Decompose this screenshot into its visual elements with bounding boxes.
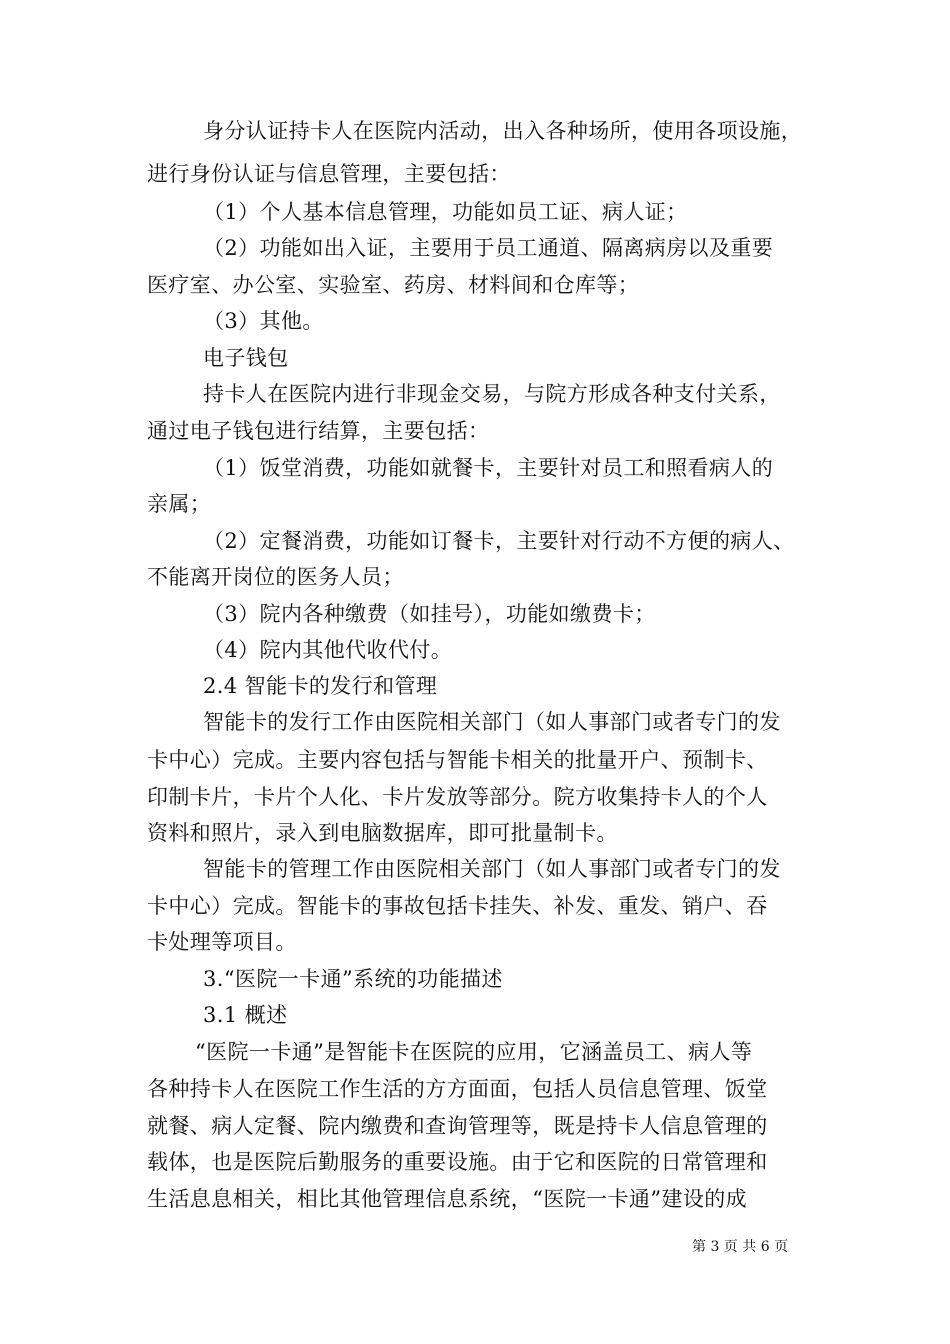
body-text-line: 卡处理等项目。 — [147, 930, 297, 954]
body-text-line: 进行身份认证与信息管理，主要包括： — [147, 162, 511, 186]
body-text-line: 印制卡片，卡片个人化、卡片发放等部分。院方收集持卡人的个人 — [147, 785, 768, 809]
page-number-footer: 第 3 页 共 6 页 — [692, 1239, 789, 1255]
list-item: （1）饭堂消费，功能如就餐卡，主要针对员工和照看病人的 — [203, 456, 774, 480]
body-text-line: 亲属； — [147, 492, 212, 516]
list-item: （2）功能如出入证，主要用于员工通道、隔离病房以及重要 — [203, 236, 774, 260]
body-text-line: 不能离开岗位的医务人员； — [147, 565, 404, 589]
body-text-line: 身分认证持卡人在医院内活动，出入各种场所，使用各项设施， — [203, 119, 803, 143]
section-heading: 3.“医院一卡通”系统的功能描述 — [203, 967, 503, 991]
list-item: （1）个人基本信息管理，功能如员工证、病人证； — [203, 200, 688, 224]
section-heading: 电子钱包 — [203, 346, 289, 370]
list-item: （3）其他。 — [203, 309, 324, 333]
body-text-line: 智能卡的管理工作由医院相关部门（如人事部门或者专门的发 — [203, 857, 781, 881]
list-item: （2）定餐消费，功能如订餐卡，主要针对行动不方便的病人、 — [203, 529, 795, 553]
body-text-line: 生活息息相关，相比其他管理信息系统，“医院一卡通”建设的成 — [147, 1187, 748, 1211]
body-text-line: 智能卡的发行工作由医院相关部门（如人事部门或者专门的发 — [203, 710, 781, 734]
body-text-line: 载体，也是医院后勤服务的重要设施。由于它和医院的日常管理和 — [147, 1150, 768, 1174]
body-text-line: 各种持卡人在医院工作生活的方方面面，包括人员信息管理、饭堂 — [147, 1077, 768, 1101]
body-text-line: 通过电子钱包进行结算，主要包括： — [147, 419, 490, 443]
body-text-line: 资料和照片，录入到电脑数据库，即可批量制卡。 — [147, 821, 618, 845]
body-text-line: 卡中心）完成。智能卡的事故包括卡挂失、补发、重发、销户、吞 — [147, 894, 768, 918]
body-text-line: 医疗室、办公室、实验室、药房、材料间和仓库等； — [147, 273, 640, 297]
body-text-line: 卡中心）完成。主要内容包括与智能卡相关的批量开户、预制卡、 — [147, 748, 768, 772]
section-heading: 3.1 概述 — [203, 1003, 288, 1027]
list-item: （4）院内其他代收代付。 — [203, 638, 453, 662]
body-text-line: 就餐、病人定餐、院内缴费和查询管理等，既是持卡人信息管理的 — [147, 1114, 768, 1138]
body-text-line: “医院一卡通”是智能卡在医院的应用，它涵盖员工、病人等 — [195, 1040, 753, 1064]
section-heading: 2.4 智能卡的发行和管理 — [203, 674, 438, 698]
list-item: （3）院内各种缴费（如挂号），功能如缴费卡； — [203, 602, 656, 626]
body-text-line: 持卡人在医院内进行非现金交易，与院方形成各种支付关系， — [203, 382, 781, 406]
